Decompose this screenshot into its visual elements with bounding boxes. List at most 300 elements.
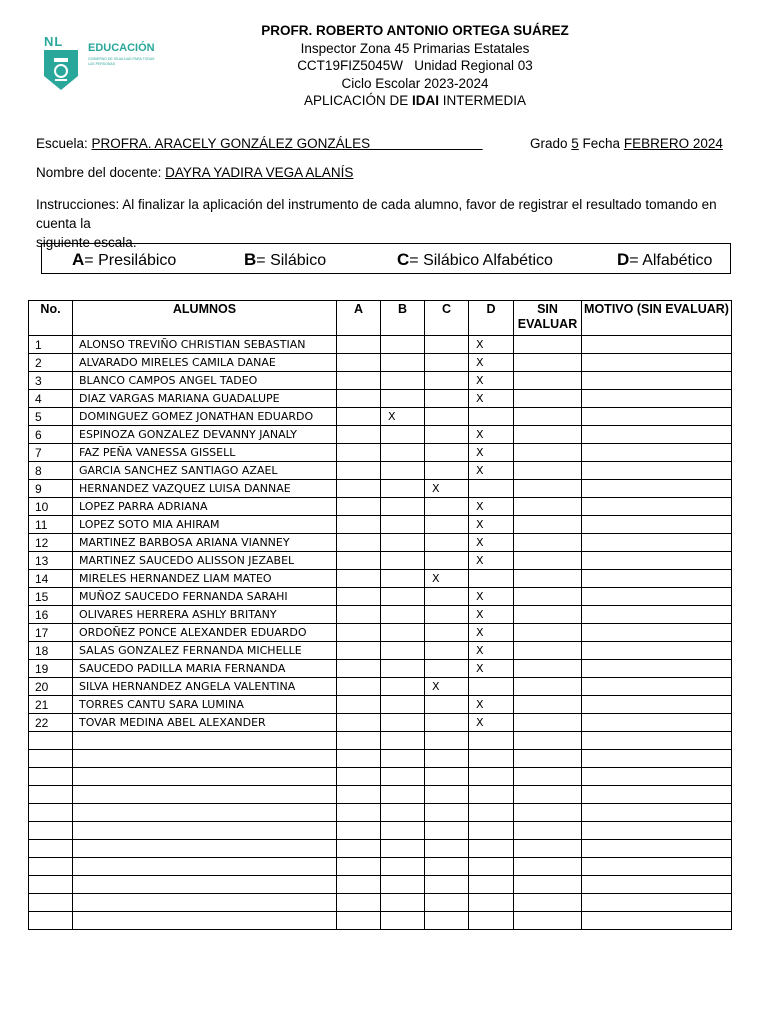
cell-level-d	[469, 894, 514, 912]
cell-level-d: X	[469, 354, 514, 372]
cell-row-number: 12	[29, 534, 73, 552]
cell-level-c	[425, 714, 469, 732]
school-cycle: Ciclo Escolar 2023-2024	[341, 75, 489, 91]
cell-level-b	[381, 534, 425, 552]
grade-date-line	[530, 136, 723, 151]
cell-level-c	[425, 858, 469, 876]
table-row	[29, 714, 732, 732]
cell-level-a	[337, 786, 381, 804]
cell-row-number	[29, 876, 73, 894]
header-d: D	[469, 301, 514, 336]
cell-level-b	[381, 660, 425, 678]
cell-row-number: 6	[29, 426, 73, 444]
cell-student-name	[73, 732, 337, 750]
cell-level-b	[381, 624, 425, 642]
cell-reason	[582, 336, 732, 354]
table-header-row	[29, 301, 732, 336]
cell-level-d	[469, 912, 514, 930]
cell-level-a	[337, 588, 381, 606]
cell-row-number: 2	[29, 354, 73, 372]
cell-level-d	[469, 678, 514, 696]
cell-row-number: 20	[29, 678, 73, 696]
cell-student-name: MUÑOZ SAUCEDO FERNANDA SARAHI	[73, 588, 337, 606]
cell-level-a	[337, 606, 381, 624]
cell-level-b	[381, 858, 425, 876]
scale-item-b	[244, 250, 326, 270]
date-value: FEBRERO 2024	[623, 136, 723, 151]
cell-student-name	[73, 840, 337, 858]
cell-row-number: 19	[29, 660, 73, 678]
instructions-line-1: Instrucciones: Al finalizar la aplicación del instrumento de cada alumno, favor de registrar el resultado tomando en cuenta la	[36, 197, 717, 231]
inspector-zone: Inspector Zona 45 Primarias Estatales	[300, 40, 530, 56]
cell-reason	[582, 390, 732, 408]
table-row	[29, 876, 732, 894]
cell-level-b	[381, 336, 425, 354]
scale-letter: C	[397, 250, 410, 269]
scale-letter: B	[244, 250, 257, 269]
cell-reason	[582, 516, 732, 534]
cell-level-c	[425, 750, 469, 768]
cell-level-c: X	[425, 678, 469, 696]
table-row	[29, 822, 732, 840]
cell-row-number: 21	[29, 696, 73, 714]
cell-level-d: X	[469, 462, 514, 480]
cell-level-b	[381, 732, 425, 750]
cell-level-c	[425, 786, 469, 804]
cell-level-a	[337, 822, 381, 840]
table-row	[29, 624, 732, 642]
cell-level-b	[381, 894, 425, 912]
cell-level-b	[381, 480, 425, 498]
cell-level-b	[381, 822, 425, 840]
document-header	[200, 22, 630, 110]
cell-student-name	[73, 858, 337, 876]
cell-student-name: DOMINGUEZ GOMEZ JONATHAN EDUARDO	[73, 408, 337, 426]
scale-text: = Silábico	[256, 252, 327, 269]
cell-level-a	[337, 570, 381, 588]
cell-student-name: TOVAR MEDINA ABEL ALEXANDER	[73, 714, 337, 732]
application-suffix: INTERMEDIA	[439, 93, 527, 108]
cell-reason	[582, 444, 732, 462]
cell-level-c	[425, 390, 469, 408]
table-row	[29, 480, 732, 498]
cell-student-name: MARTINEZ BARBOSA ARIANA VIANNEY	[73, 534, 337, 552]
cell-level-a	[337, 624, 381, 642]
cell-reason	[582, 678, 732, 696]
cell-level-c: X	[425, 570, 469, 588]
cell-level-b	[381, 786, 425, 804]
cell-level-d: X	[469, 444, 514, 462]
cell-level-a	[337, 696, 381, 714]
table-row	[29, 840, 732, 858]
school-label: Escuela:	[36, 136, 92, 151]
cell-not-evaluated	[514, 372, 582, 390]
application-idai: IDAI	[412, 93, 439, 108]
cell-level-b	[381, 444, 425, 462]
cell-level-b	[381, 768, 425, 786]
cell-not-evaluated	[514, 750, 582, 768]
cell-not-evaluated	[514, 588, 582, 606]
table-row	[29, 660, 732, 678]
cell-reason	[582, 372, 732, 390]
cell-level-d	[469, 786, 514, 804]
cell-level-b	[381, 516, 425, 534]
cell-row-number: 3	[29, 372, 73, 390]
cell-level-c	[425, 444, 469, 462]
cell-level-c	[425, 606, 469, 624]
cell-level-a	[337, 750, 381, 768]
cell-level-a	[337, 714, 381, 732]
cell-reason	[582, 480, 732, 498]
cell-reason	[582, 894, 732, 912]
cell-level-b	[381, 390, 425, 408]
table-row	[29, 462, 732, 480]
cell-level-c	[425, 732, 469, 750]
cell-reason	[582, 354, 732, 372]
table-row	[29, 750, 732, 768]
cell-level-d: X	[469, 660, 514, 678]
application-title	[200, 92, 630, 110]
cell-level-b	[381, 372, 425, 390]
cell-student-name	[73, 804, 337, 822]
table-row	[29, 444, 732, 462]
cell-student-name: LOPEZ PARRA ADRIANA	[73, 498, 337, 516]
cell-not-evaluated	[514, 336, 582, 354]
table-row	[29, 678, 732, 696]
cell-level-b	[381, 912, 425, 930]
cell-reason	[582, 786, 732, 804]
cell-reason	[582, 768, 732, 786]
cell-level-d: X	[469, 516, 514, 534]
date-label: Fecha	[578, 136, 624, 151]
cell-reason	[582, 408, 732, 426]
cell-not-evaluated	[514, 354, 582, 372]
table-row	[29, 912, 732, 930]
students-table	[28, 300, 732, 930]
cell-level-c	[425, 372, 469, 390]
cell-level-c	[425, 894, 469, 912]
scale-text: = Alfabético	[629, 252, 713, 269]
cell-row-number	[29, 768, 73, 786]
scale-item-c	[397, 250, 553, 270]
cell-row-number	[29, 786, 73, 804]
cell-reason	[582, 732, 732, 750]
cell-reason	[582, 606, 732, 624]
cell-level-d	[469, 408, 514, 426]
cell-row-number: 10	[29, 498, 73, 516]
cell-level-b: X	[381, 408, 425, 426]
cell-row-number: 13	[29, 552, 73, 570]
logo-nl-text: NL	[44, 34, 64, 49]
cell-student-name	[73, 876, 337, 894]
cell-level-d: X	[469, 390, 514, 408]
table-row	[29, 804, 732, 822]
cell-student-name: OLIVARES HERRERA ASHLY BRITANY	[73, 606, 337, 624]
cell-level-d: X	[469, 606, 514, 624]
scale-item-d	[617, 250, 712, 270]
cell-reason	[582, 588, 732, 606]
cell-student-name: ESPINOZA GONZALEZ DEVANNY JANALY	[73, 426, 337, 444]
cell-level-c	[425, 696, 469, 714]
cell-student-name: MIRELES HERNANDEZ LIAM MATEO	[73, 570, 337, 588]
cell-level-c	[425, 840, 469, 858]
cell-student-name: MARTINEZ SAUCEDO ALISSON JEZABEL	[73, 552, 337, 570]
table-row	[29, 534, 732, 552]
cell-not-evaluated	[514, 426, 582, 444]
logo-tagline: GOBIERNO DE IGUALDAD PARA TODAS LAS PERSONAS	[88, 57, 155, 66]
cell-level-d: X	[469, 534, 514, 552]
cell-not-evaluated	[514, 714, 582, 732]
cell-row-number	[29, 840, 73, 858]
cell-not-evaluated	[514, 696, 582, 714]
cell-student-name: SAUCEDO PADILLA MARIA FERNANDA	[73, 660, 337, 678]
cct-unit: CCT19FIZ5045W Unidad Regional 03	[297, 58, 533, 73]
cell-level-d	[469, 732, 514, 750]
cell-student-name	[73, 768, 337, 786]
cell-level-b	[381, 840, 425, 858]
cell-level-a	[337, 804, 381, 822]
cell-level-b	[381, 354, 425, 372]
cell-row-number	[29, 822, 73, 840]
table-row	[29, 552, 732, 570]
cell-level-a	[337, 732, 381, 750]
application-prefix: APLICACIÓN DE	[303, 93, 412, 108]
cell-row-number	[29, 894, 73, 912]
table-row	[29, 588, 732, 606]
cell-level-a	[337, 660, 381, 678]
cell-level-b	[381, 750, 425, 768]
inspector-name: PROFR. ROBERTO ANTONIO ORTEGA SUÁREZ	[261, 23, 569, 38]
cell-row-number: 16	[29, 606, 73, 624]
cell-level-a	[337, 480, 381, 498]
cell-level-c	[425, 426, 469, 444]
cell-level-d: X	[469, 426, 514, 444]
cell-level-a	[337, 534, 381, 552]
cell-reason	[582, 696, 732, 714]
cell-reason	[582, 714, 732, 732]
cell-level-a	[337, 372, 381, 390]
cell-not-evaluated	[514, 858, 582, 876]
instructions-line-2: siguiente escala.	[36, 235, 137, 250]
school-line	[36, 136, 483, 151]
cell-level-a	[337, 408, 381, 426]
cell-not-evaluated	[514, 840, 582, 858]
cell-level-d: X	[469, 336, 514, 354]
cell-level-d: X	[469, 498, 514, 516]
cell-not-evaluated	[514, 570, 582, 588]
cell-reason	[582, 876, 732, 894]
table-row	[29, 408, 732, 426]
cell-row-number: 7	[29, 444, 73, 462]
cell-student-name	[73, 750, 337, 768]
cell-level-a	[337, 444, 381, 462]
cell-student-name: SALAS GONZALEZ FERNANDA MICHELLE	[73, 642, 337, 660]
cell-not-evaluated	[514, 624, 582, 642]
cell-level-d	[469, 840, 514, 858]
cell-level-a	[337, 678, 381, 696]
cell-student-name	[73, 822, 337, 840]
cell-level-b	[381, 678, 425, 696]
cell-row-number	[29, 732, 73, 750]
cell-student-name: LOPEZ SOTO MIA AHIRAM	[73, 516, 337, 534]
cell-student-name: FAZ PEÑA VANESSA GISSELL	[73, 444, 337, 462]
cell-level-b	[381, 588, 425, 606]
cell-level-a	[337, 840, 381, 858]
cell-not-evaluated	[514, 912, 582, 930]
scale-text: = Silábico Alfabético	[409, 252, 553, 269]
cell-row-number	[29, 912, 73, 930]
cell-level-d: X	[469, 372, 514, 390]
cell-student-name	[73, 894, 337, 912]
grade-value: 5	[571, 136, 579, 151]
cell-row-number: 5	[29, 408, 73, 426]
header-no: No.	[29, 301, 73, 336]
cell-not-evaluated	[514, 408, 582, 426]
header-c: C	[425, 301, 469, 336]
scale-item-a	[72, 250, 176, 270]
cell-level-d: X	[469, 642, 514, 660]
cell-student-name: BLANCO CAMPOS ANGEL TADEO	[73, 372, 337, 390]
cell-level-d: X	[469, 696, 514, 714]
cell-level-d	[469, 480, 514, 498]
cell-level-d: X	[469, 714, 514, 732]
table-row	[29, 858, 732, 876]
cell-not-evaluated	[514, 516, 582, 534]
cell-student-name	[73, 912, 337, 930]
teacher-line	[36, 165, 353, 180]
table-row	[29, 642, 732, 660]
table-row	[29, 570, 732, 588]
cell-reason	[582, 912, 732, 930]
cell-level-a	[337, 462, 381, 480]
cell-level-c	[425, 588, 469, 606]
cell-level-a	[337, 894, 381, 912]
header-b: B	[381, 301, 425, 336]
cell-level-d: X	[469, 588, 514, 606]
header-reason: MOTIVO (SIN EVALUAR)	[582, 301, 732, 336]
cell-level-b	[381, 876, 425, 894]
scale-text: = Presilábico	[84, 252, 177, 269]
cell-level-d: X	[469, 552, 514, 570]
cell-student-name: DIAZ VARGAS MARIANA GUADALUPE	[73, 390, 337, 408]
cell-level-b	[381, 570, 425, 588]
cell-student-name: ORDOÑEZ PONCE ALEXANDER EDUARDO	[73, 624, 337, 642]
cell-not-evaluated	[514, 534, 582, 552]
cell-level-a	[337, 516, 381, 534]
cell-level-a	[337, 354, 381, 372]
cell-reason	[582, 660, 732, 678]
cell-student-name: HERNANDEZ VAZQUEZ LUISA DANNAE	[73, 480, 337, 498]
cell-row-number	[29, 858, 73, 876]
cell-level-c	[425, 768, 469, 786]
cell-not-evaluated	[514, 642, 582, 660]
cell-student-name: GARCIA SANCHEZ SANTIAGO AZAEL	[73, 462, 337, 480]
cell-not-evaluated	[514, 822, 582, 840]
cell-level-c	[425, 462, 469, 480]
table-row	[29, 516, 732, 534]
cell-level-d	[469, 822, 514, 840]
cell-level-b	[381, 498, 425, 516]
cell-row-number: 9	[29, 480, 73, 498]
cell-reason	[582, 426, 732, 444]
cell-reason	[582, 804, 732, 822]
cell-row-number	[29, 804, 73, 822]
cell-not-evaluated	[514, 804, 582, 822]
table-row	[29, 354, 732, 372]
cell-row-number: 17	[29, 624, 73, 642]
cell-level-d	[469, 858, 514, 876]
table-row	[29, 606, 732, 624]
table-row	[29, 732, 732, 750]
cell-student-name: SILVA HERNANDEZ ANGELA VALENTINA	[73, 678, 337, 696]
cell-level-b	[381, 804, 425, 822]
cell-student-name: TORRES CANTU SARA LUMINA	[73, 696, 337, 714]
cell-level-d	[469, 750, 514, 768]
cell-level-c	[425, 660, 469, 678]
cell-row-number: 4	[29, 390, 73, 408]
header-not-evaluated: SIN EVALUAR	[514, 301, 582, 336]
nl-educacion-logo	[40, 34, 160, 94]
cell-level-c	[425, 498, 469, 516]
cell-not-evaluated	[514, 876, 582, 894]
table-row	[29, 894, 732, 912]
teacher-name: DAYRA YADIRA VEGA ALANÍS	[165, 165, 354, 180]
cell-level-b	[381, 462, 425, 480]
cell-reason	[582, 750, 732, 768]
cell-level-a	[337, 912, 381, 930]
teacher-label: Nombre del docente:	[36, 165, 166, 180]
cell-student-name: ALVARADO MIRELES CAMILA DANAE	[73, 354, 337, 372]
cell-not-evaluated	[514, 768, 582, 786]
cell-reason	[582, 552, 732, 570]
cell-level-b	[381, 606, 425, 624]
cell-level-c	[425, 822, 469, 840]
cell-row-number: 22	[29, 714, 73, 732]
shield-icon	[42, 48, 80, 92]
cell-level-d	[469, 768, 514, 786]
header-students: ALUMNOS	[73, 301, 337, 336]
cell-level-a	[337, 336, 381, 354]
cell-level-c	[425, 354, 469, 372]
cell-level-c	[425, 552, 469, 570]
cell-reason	[582, 624, 732, 642]
cell-reason	[582, 462, 732, 480]
cell-level-d	[469, 570, 514, 588]
cell-level-c	[425, 624, 469, 642]
cell-row-number: 15	[29, 588, 73, 606]
logo-education-text: EDUCACIÓN	[88, 42, 155, 54]
cell-level-c	[425, 516, 469, 534]
cell-not-evaluated	[514, 390, 582, 408]
cell-level-c	[425, 642, 469, 660]
cell-reason	[582, 642, 732, 660]
cell-reason	[582, 498, 732, 516]
cell-level-b	[381, 696, 425, 714]
header-a: A	[337, 301, 381, 336]
cell-not-evaluated	[514, 606, 582, 624]
cell-level-b	[381, 642, 425, 660]
cell-row-number: 1	[29, 336, 73, 354]
table-row	[29, 768, 732, 786]
cell-not-evaluated	[514, 732, 582, 750]
cell-not-evaluated	[514, 498, 582, 516]
cell-row-number	[29, 750, 73, 768]
cell-reason	[582, 858, 732, 876]
school-name: PROFRA. ARACELY GONZÁLEZ GONZÁLES	[91, 136, 483, 151]
cell-row-number: 8	[29, 462, 73, 480]
grade-label: Grado	[530, 136, 572, 151]
table-row	[29, 786, 732, 804]
